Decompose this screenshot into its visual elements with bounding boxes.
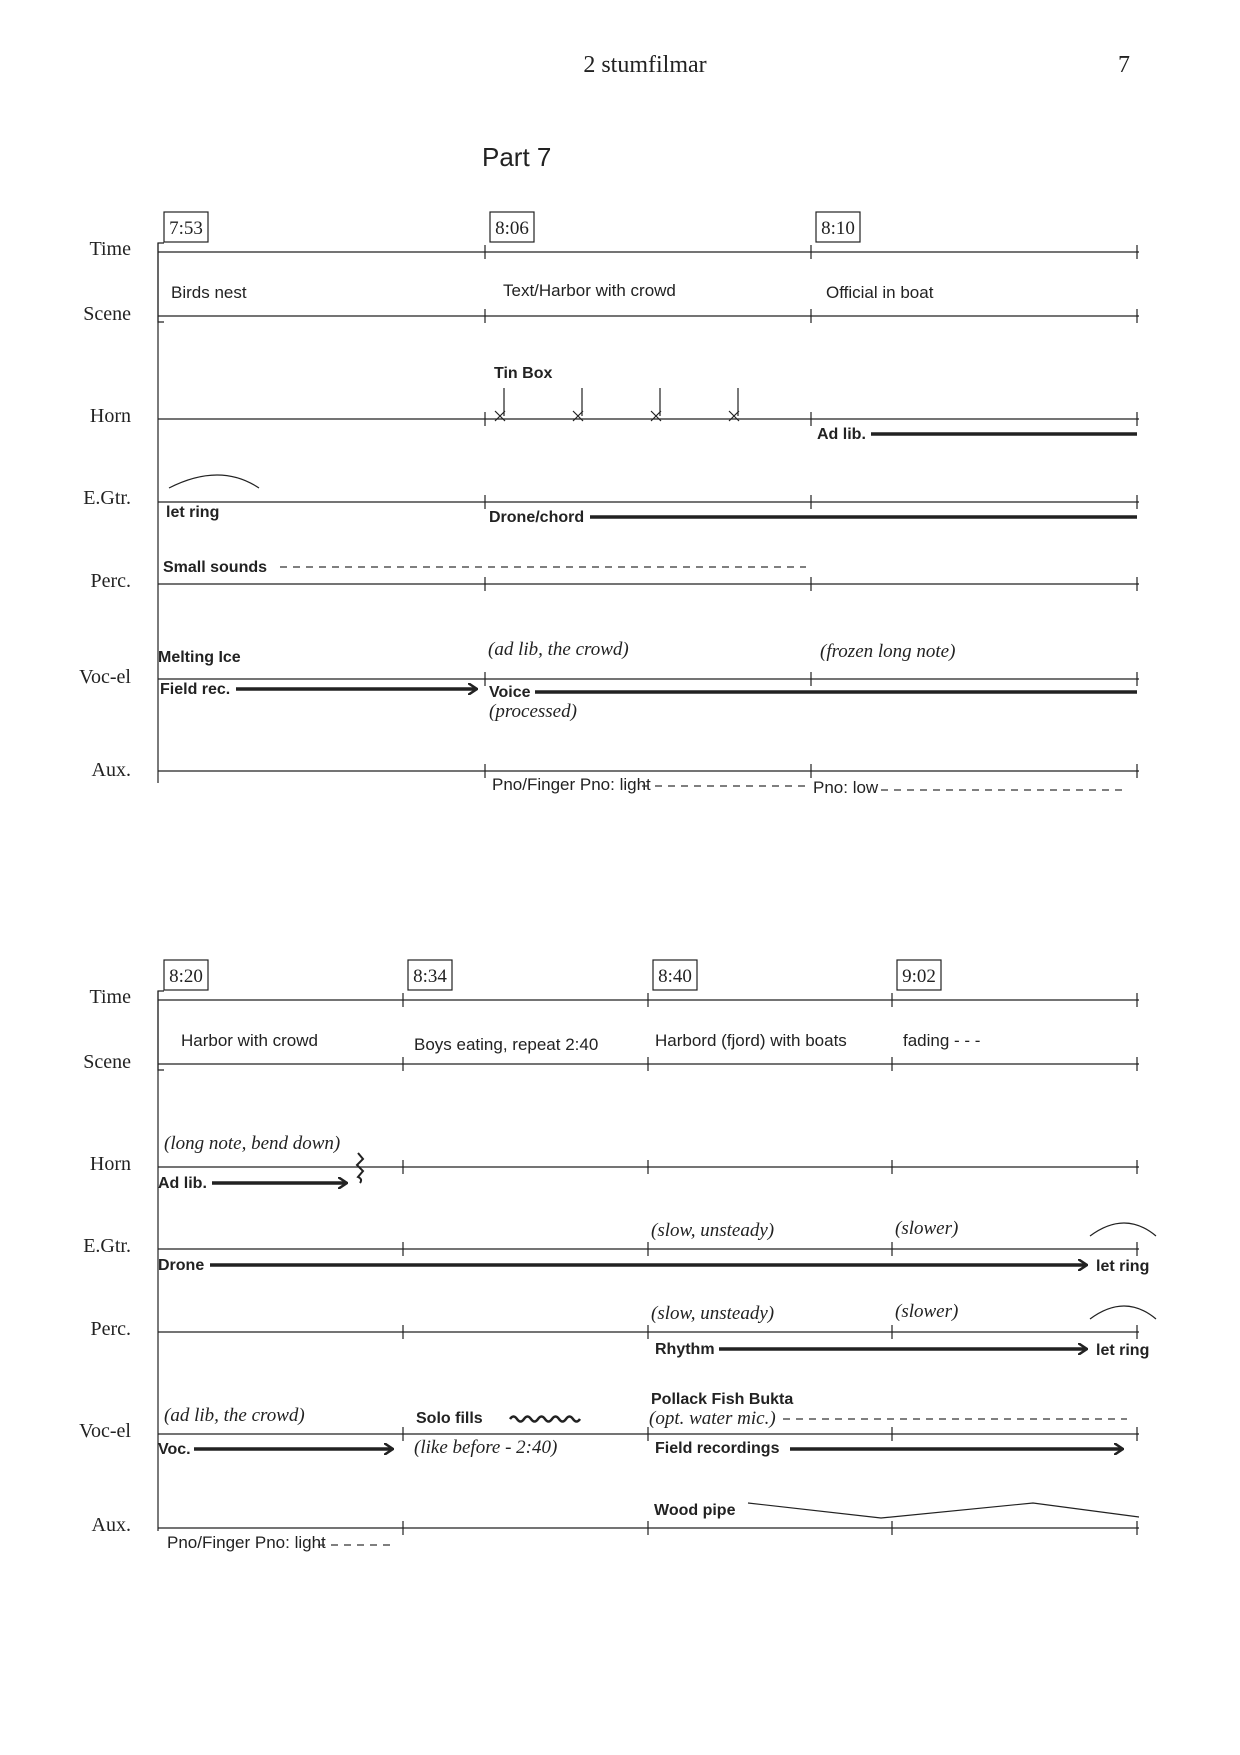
- horn-ad-lib-label: Ad lib.: [817, 426, 866, 443]
- scene-label: Harbor with crowd: [181, 1031, 318, 1050]
- tin-box-x-notes: [495, 388, 739, 421]
- time-marker: 8:10: [821, 218, 855, 239]
- perc-slow-unsteady: (slow, unsteady): [651, 1303, 775, 1324]
- vocel-ad-lib-crowd: (ad lib, the crowd): [488, 639, 629, 660]
- row-label-horn: Horn: [89, 1153, 131, 1175]
- vocel-like-before: (like before - 2:40): [414, 1437, 558, 1458]
- row-label-time: Time: [89, 238, 131, 260]
- vocel-melting-ice-label: Melting Ice: [158, 649, 241, 666]
- scene-label: Boys eating, repeat 2:40: [414, 1035, 599, 1054]
- row-label-egtr: E.Gtr.: [83, 487, 131, 509]
- vocel-opt-water-mic: (opt. water mic.): [649, 1408, 776, 1429]
- egtr-let-ring-label: let ring: [1096, 1258, 1150, 1275]
- page-number: 7: [1118, 52, 1130, 78]
- egtr-drone-label: Drone: [158, 1257, 205, 1274]
- let-ring-tie: [1090, 1306, 1156, 1319]
- row-label-vocel: Voc-el: [79, 666, 131, 688]
- time-marker: 8:40: [658, 966, 692, 987]
- document-title: 2 stumfilmar: [583, 52, 707, 78]
- row-label-aux: Aux.: [91, 759, 131, 781]
- horn-long-note: (long note, bend down): [164, 1133, 341, 1154]
- time-scene-bracket: [158, 243, 164, 322]
- scene-label: Harbord (fjord) with boats: [655, 1031, 847, 1050]
- time-marker: 7:53: [169, 218, 203, 239]
- egtr-let-ring-label: let ring: [166, 504, 220, 521]
- vocel-solo-fills-label: Solo fills: [416, 1410, 483, 1427]
- row-label-vocel: Voc-el: [79, 1420, 131, 1442]
- perc-slower: (slower): [895, 1301, 959, 1322]
- row-label-aux: Aux.: [91, 1514, 131, 1536]
- row-label-scene: Scene: [83, 1051, 131, 1073]
- row-label-time: Time: [89, 986, 131, 1008]
- let-ring-tie: [1090, 1223, 1156, 1236]
- aux-pno-finger-label: Pno/Finger Pno: light: [167, 1533, 326, 1552]
- aux-pno-finger-label: Pno/Finger Pno: light: [492, 775, 651, 794]
- perc-let-ring-label: let ring: [1096, 1342, 1150, 1359]
- vocel-processed: (processed): [489, 701, 577, 722]
- row-label-scene: Scene: [83, 303, 131, 325]
- part-title: Part 7: [482, 142, 552, 172]
- time-marker: 9:02: [902, 966, 936, 987]
- vocel-frozen-note: (frozen long note): [820, 641, 956, 662]
- aux-wood-pipe-label: Wood pipe: [654, 1502, 736, 1519]
- quarter-rest-symbol: [357, 1153, 363, 1183]
- scene-label: Birds nest: [171, 283, 247, 302]
- score-system-2: [79, 960, 1156, 1552]
- perc-small-sounds-label: Small sounds: [163, 559, 268, 576]
- vocel-pollack-label: Pollack Fish Bukta: [651, 1391, 794, 1408]
- row-label-perc: Perc.: [90, 570, 131, 592]
- time-marker: 8:34: [413, 966, 447, 987]
- scene-label: fading - - -: [903, 1031, 981, 1050]
- row-label-egtr: E.Gtr.: [83, 1235, 131, 1257]
- trill-squiggle: [510, 1417, 580, 1422]
- time-marker: 8:06: [495, 218, 529, 239]
- egtr-drone-chord-label: Drone/chord: [489, 509, 585, 526]
- scene-label: Official in boat: [826, 283, 934, 302]
- wood-pipe-contour: [748, 1503, 1139, 1518]
- scene-label: Text/Harbor with crowd: [503, 281, 676, 300]
- aux-pno-low-label: Pno: low: [813, 778, 879, 797]
- let-ring-tie: [169, 475, 259, 488]
- score-system-1: [79, 212, 1139, 797]
- time-scene-bracket: [158, 991, 164, 1070]
- egtr-slower: (slower): [895, 1218, 959, 1239]
- time-marker: 8:20: [169, 966, 203, 987]
- horn-ad-lib-label: Ad lib.: [158, 1175, 207, 1192]
- vocel-field-rec-label: Field rec.: [160, 681, 231, 698]
- vocel-field-recordings-label: Field recordings: [655, 1440, 780, 1457]
- vocel-voice-label: Voice: [489, 684, 531, 701]
- perc-rhythm-label: Rhythm: [655, 1341, 715, 1358]
- egtr-slow-unsteady: (slow, unsteady): [651, 1220, 775, 1241]
- row-label-perc: Perc.: [90, 1318, 131, 1340]
- horn-tin-box-label: Tin Box: [494, 365, 553, 382]
- vocel-voc-label: Voc.: [158, 1441, 191, 1458]
- vocel-ad-lib-crowd: (ad lib, the crowd): [164, 1405, 305, 1426]
- row-label-horn: Horn: [89, 405, 131, 427]
